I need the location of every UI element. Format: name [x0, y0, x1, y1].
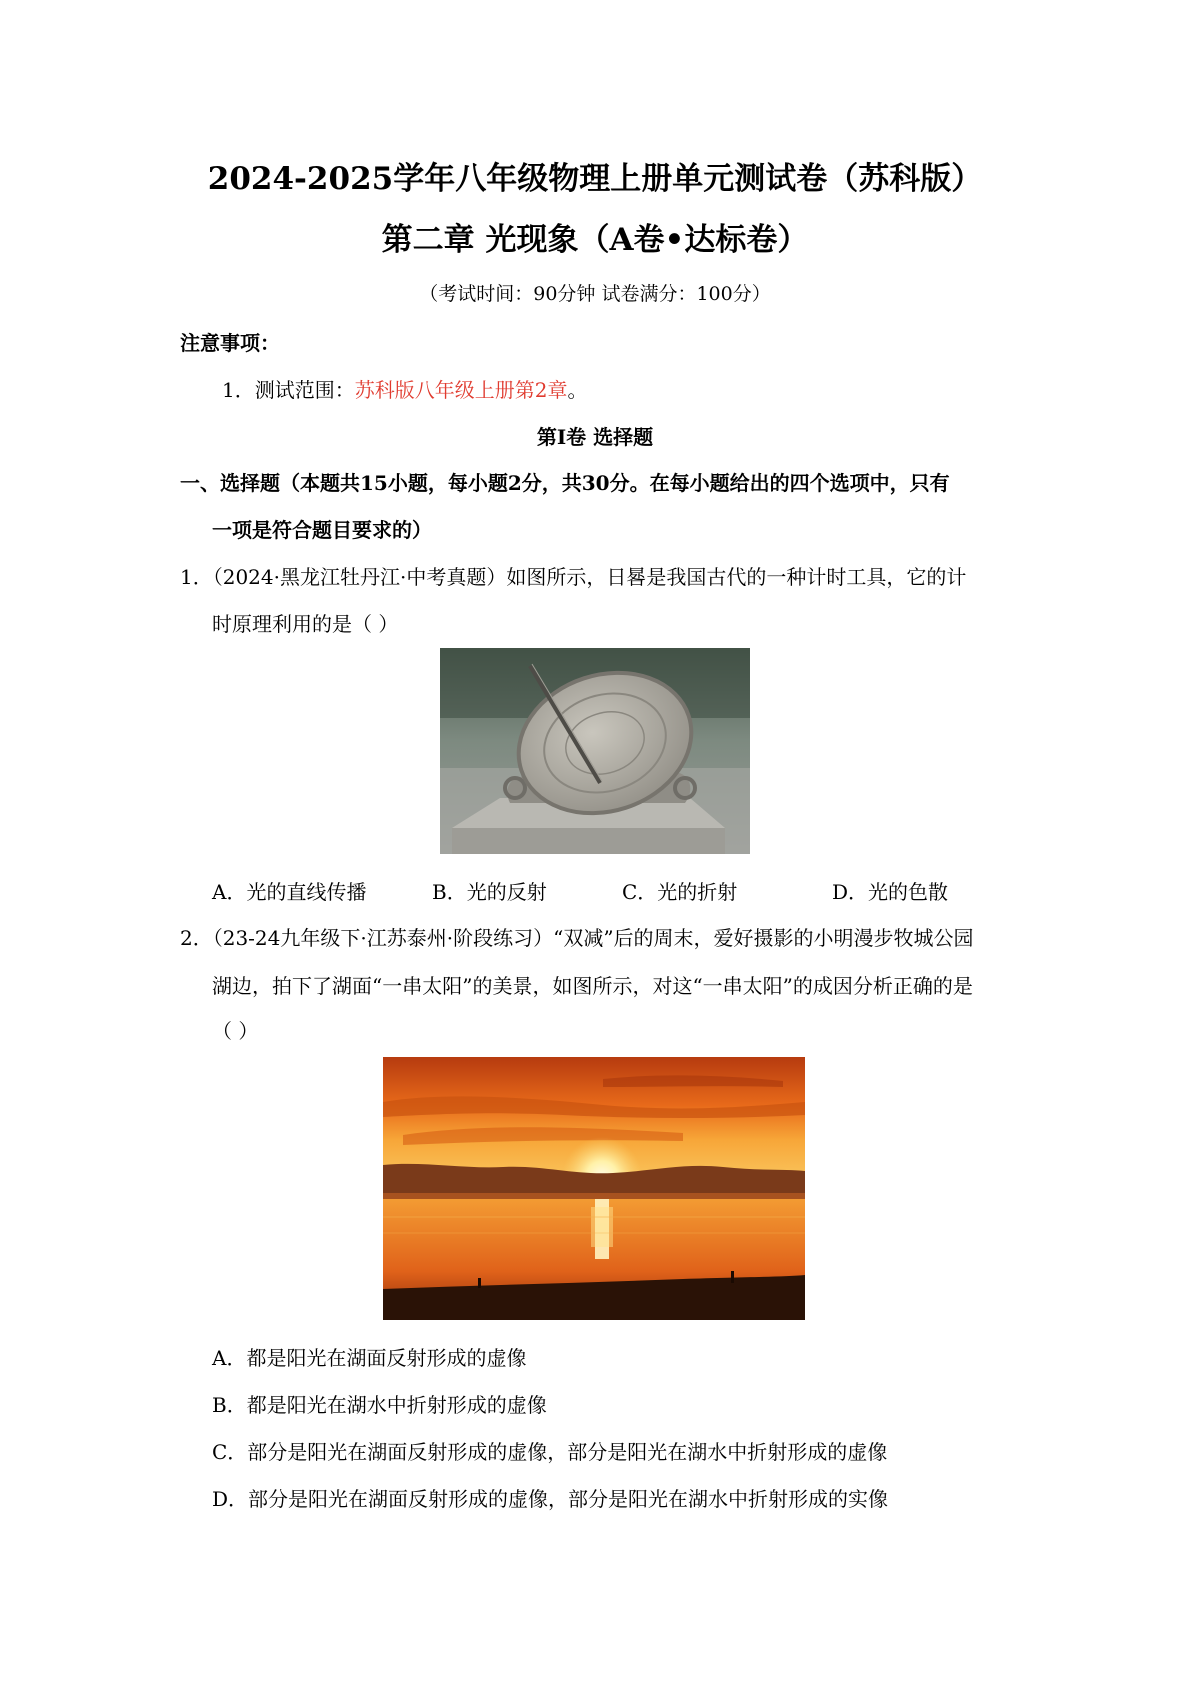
part-heading-line1: 一、选择题（本题共15小题，每小题2分，共30分。在每小题给出的四个选项中，只有 [180, 471, 950, 495]
q1-option-b: B．光的反射 [432, 880, 547, 904]
notice-heading: 注意事项： [180, 331, 280, 355]
q1-option-d: D．光的色散 [832, 880, 949, 904]
test-range: 苏科版八年级上册第2章 [354, 378, 568, 402]
volume-title: 第I卷 选择题 [536, 425, 654, 449]
q2-option-a: A．都是阳光在湖面反射形成的虚像 [212, 1346, 527, 1370]
part-heading-line2: 一项是符合题目要求的） [212, 518, 432, 542]
q2-option-c: C．部分是阳光在湖面反射形成的虚像，部分是阳光在湖水中折射形成的虚像 [212, 1440, 888, 1464]
sunset-illustration [383, 1057, 805, 1320]
sundial-illustration [440, 648, 750, 854]
q1-option-a: A．光的直线传播 [212, 880, 367, 904]
notice-item-1 [222, 374, 587, 403]
q1-option-c: C．光的折射 [622, 880, 738, 904]
notice-item-1-prefix: 1．测试范围： [222, 378, 355, 402]
sundial-image [440, 648, 750, 854]
q1-stem-line1: 1．（2024·黑龙江牡丹江·中考真题）如图所示，日晷是我国古代的一种计时工具，它的计 [180, 565, 967, 589]
page-title: 2024-2025学年八年级物理上册单元测试卷（苏科版） [207, 161, 983, 197]
q2-stem-line1: 2．（23-24九年级下·江苏泰州·阶段练习）“双减”后的周末，爱好摄影的小明漫步牧城公园 [180, 926, 974, 950]
q2-option-b: B．都是阳光在湖水中折射形成的虚像 [212, 1393, 547, 1417]
q1-stem-line2: 时原理利用的是（ ） [212, 612, 399, 636]
notice-item-1-suffix: 。 [567, 378, 588, 402]
q2-stem-line3: （ ） [212, 1019, 259, 1043]
sunset-lake-image [383, 1057, 805, 1320]
q2-stem-line2: 湖边，拍下了湖面“一串太阳”的美景，如图所示，对这“一串太阳”的成因分析正确的是 [212, 974, 973, 998]
exam-info: （考试时间：90分钟 试卷满分：100分） [419, 283, 771, 305]
chapter-title: 第二章 光现象（A卷•达标卷） [381, 222, 809, 258]
q2-option-d: D．部分是阳光在湖面反射形成的虚像，部分是阳光在湖水中折射形成的实像 [212, 1487, 889, 1511]
